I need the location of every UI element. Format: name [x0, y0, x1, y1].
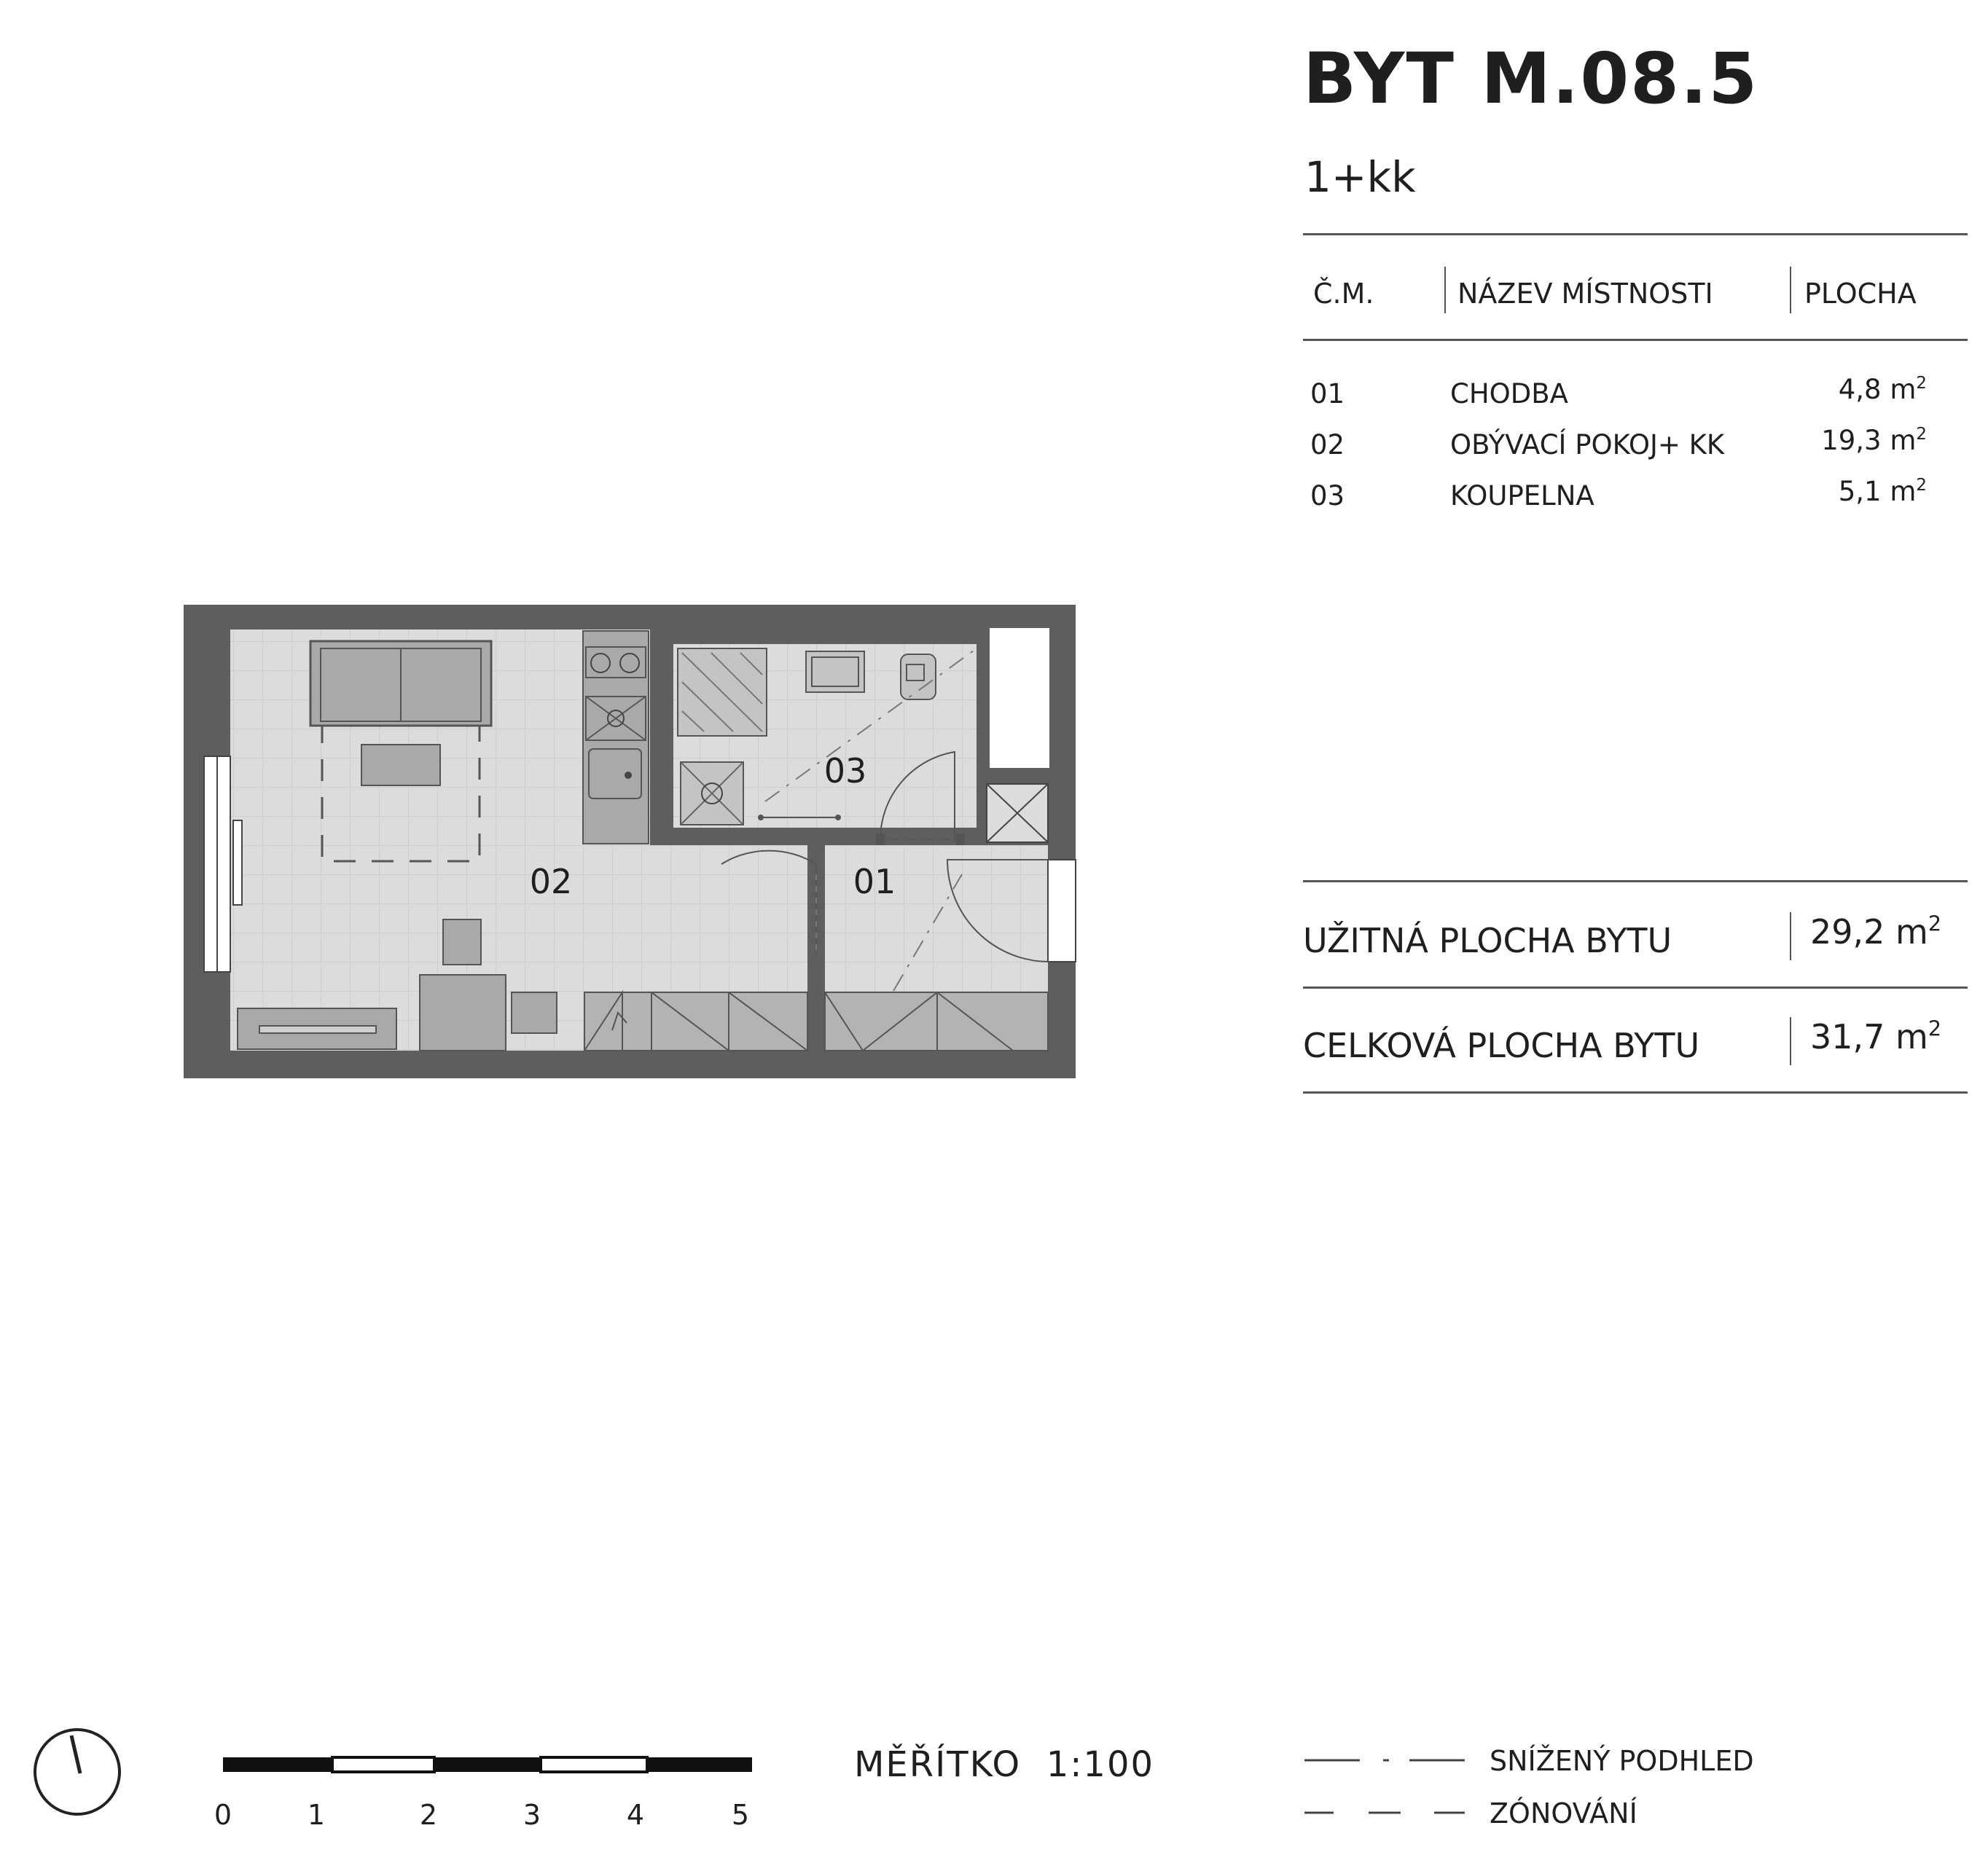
legend-label-lowered-ceiling: SNÍŽENÝ PODHLED	[1490, 1745, 1754, 1777]
partition-wall	[807, 954, 825, 1051]
legend-label-zoning: ZÓNOVÁNÍ	[1490, 1797, 1637, 1829]
chair	[512, 992, 557, 1033]
total-area-label: CELKOVÁ PLOCHA BYTU	[1303, 1026, 1700, 1065]
room-name: CHODBA	[1450, 378, 1568, 409]
room-id: 02	[1310, 429, 1345, 460]
coffee-table	[361, 745, 440, 785]
kitchen-sink	[589, 749, 641, 799]
north-arrow-icon	[35, 1730, 120, 1814]
room-area: 19,3 $m^2$	[1821, 424, 1927, 456]
scale-bar	[223, 1757, 752, 1772]
scale-tick: 5	[731, 1799, 750, 1831]
apartment-layout: 1+kk	[1304, 152, 1416, 202]
room-area: 5,1 $m^2$	[1838, 475, 1927, 507]
room-name: KOUPELNA	[1450, 480, 1594, 511]
scale-tick: 4	[626, 1799, 645, 1831]
entrance-opening	[1048, 860, 1076, 962]
room-name: OBÝVACÍ POKOJ+ KK	[1450, 429, 1725, 460]
wardrobe	[584, 992, 807, 1051]
room-label-03: 03	[823, 751, 867, 791]
apartment-title: BYT M.08.5	[1303, 38, 1759, 119]
room-label-02: 02	[529, 862, 573, 901]
scale-tick: 3	[523, 1799, 541, 1831]
dining-table	[420, 975, 506, 1051]
table-header-name: NÁZEV MÍSTNOSTI	[1457, 278, 1713, 310]
scale-tick: 1	[307, 1799, 326, 1831]
room-id: 01	[1310, 378, 1345, 409]
table-header-area: PLOCHA	[1804, 278, 1917, 310]
window-handle	[233, 820, 242, 905]
total-area-value: 31,7 $m^2$	[1810, 1016, 1942, 1056]
scale-label: MĚŘÍTKO 1:100	[854, 1744, 1155, 1785]
chair	[443, 919, 481, 965]
room-id: 03	[1310, 480, 1345, 511]
scale-tick: 2	[419, 1799, 438, 1831]
usable-area-value: 29,2 $m^2$	[1810, 911, 1942, 952]
room-label-01: 01	[853, 862, 896, 901]
usable-area-label: UŽITNÁ PLOCHA BYTU	[1303, 921, 1672, 960]
cooktop	[586, 647, 646, 678]
table-header-id: Č.M.	[1313, 278, 1374, 310]
shaft	[990, 628, 1049, 768]
scale-tick: 0	[214, 1799, 232, 1831]
room-area: 4,8 $m^2$	[1838, 373, 1927, 405]
